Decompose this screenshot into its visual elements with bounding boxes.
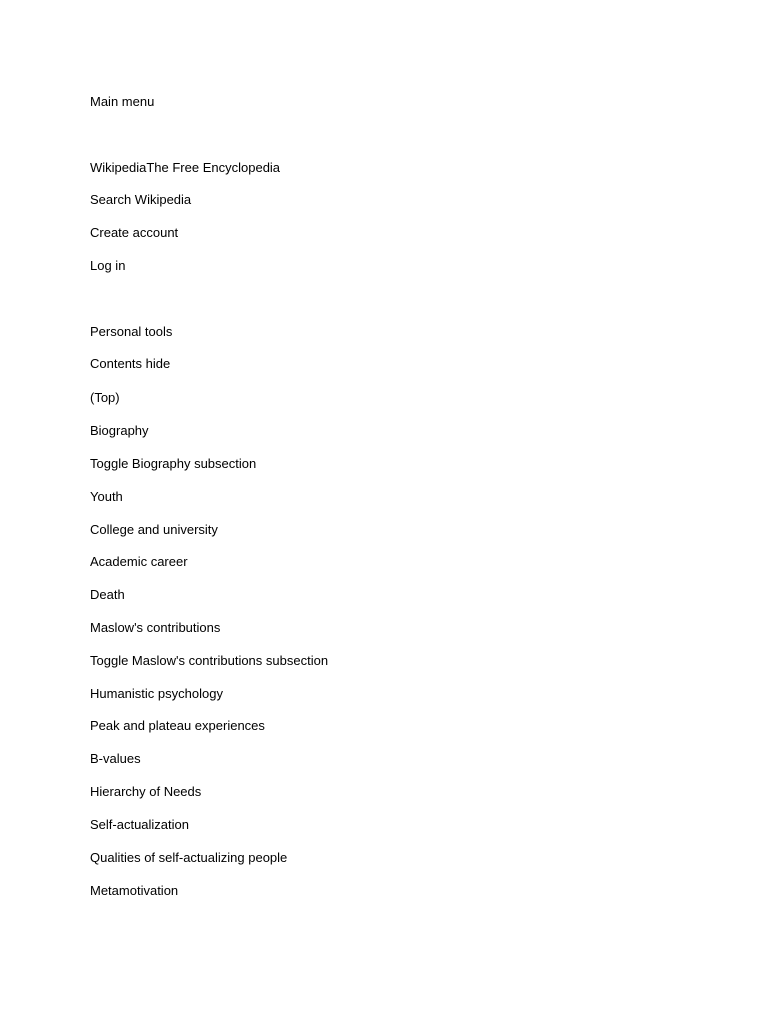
toc-item-humanistic-psychology[interactable]: Humanistic psychology xyxy=(90,686,223,701)
toc-item-metamotivation[interactable]: Metamotivation xyxy=(90,883,179,898)
toc-item-contributions[interactable]: Maslow's contributions xyxy=(90,620,221,635)
toc-item-academic-career[interactable]: Academic career xyxy=(90,554,188,569)
toc-item-top[interactable]: (Top) xyxy=(90,390,120,405)
toc-item-self-actualization[interactable]: Self-actualization xyxy=(90,817,189,832)
site-logo-link[interactable]: WikipediaThe Free Encyclopedia xyxy=(90,160,281,175)
search-link[interactable]: Search Wikipedia xyxy=(90,192,192,207)
toc-item-college[interactable]: College and university xyxy=(90,522,218,537)
toc-item-biography[interactable]: Biography xyxy=(90,423,149,438)
main-menu-button[interactable]: Main menu xyxy=(90,94,155,109)
toc-toggle-contributions[interactable]: Toggle Maslow's contributions subsection xyxy=(90,653,329,668)
toc-item-qualities[interactable]: Qualities of self-actualizing people xyxy=(90,850,288,865)
toc-item-peak-plateau[interactable]: Peak and plateau experiences xyxy=(90,718,265,733)
toc-item-death[interactable]: Death xyxy=(90,587,125,602)
toc-item-hierarchy-of-needs[interactable]: Hierarchy of Needs xyxy=(90,784,202,799)
toc-item-b-values[interactable]: B-values xyxy=(90,751,141,766)
toc-item-youth[interactable]: Youth xyxy=(90,489,123,504)
log-in-link[interactable]: Log in xyxy=(90,258,126,273)
personal-tools-label: Personal tools xyxy=(90,324,173,339)
create-account-link[interactable]: Create account xyxy=(90,225,179,240)
toc-toggle-biography[interactable]: Toggle Biography subsection xyxy=(90,456,257,471)
contents-hide-toggle[interactable]: Contents hide xyxy=(90,356,171,371)
